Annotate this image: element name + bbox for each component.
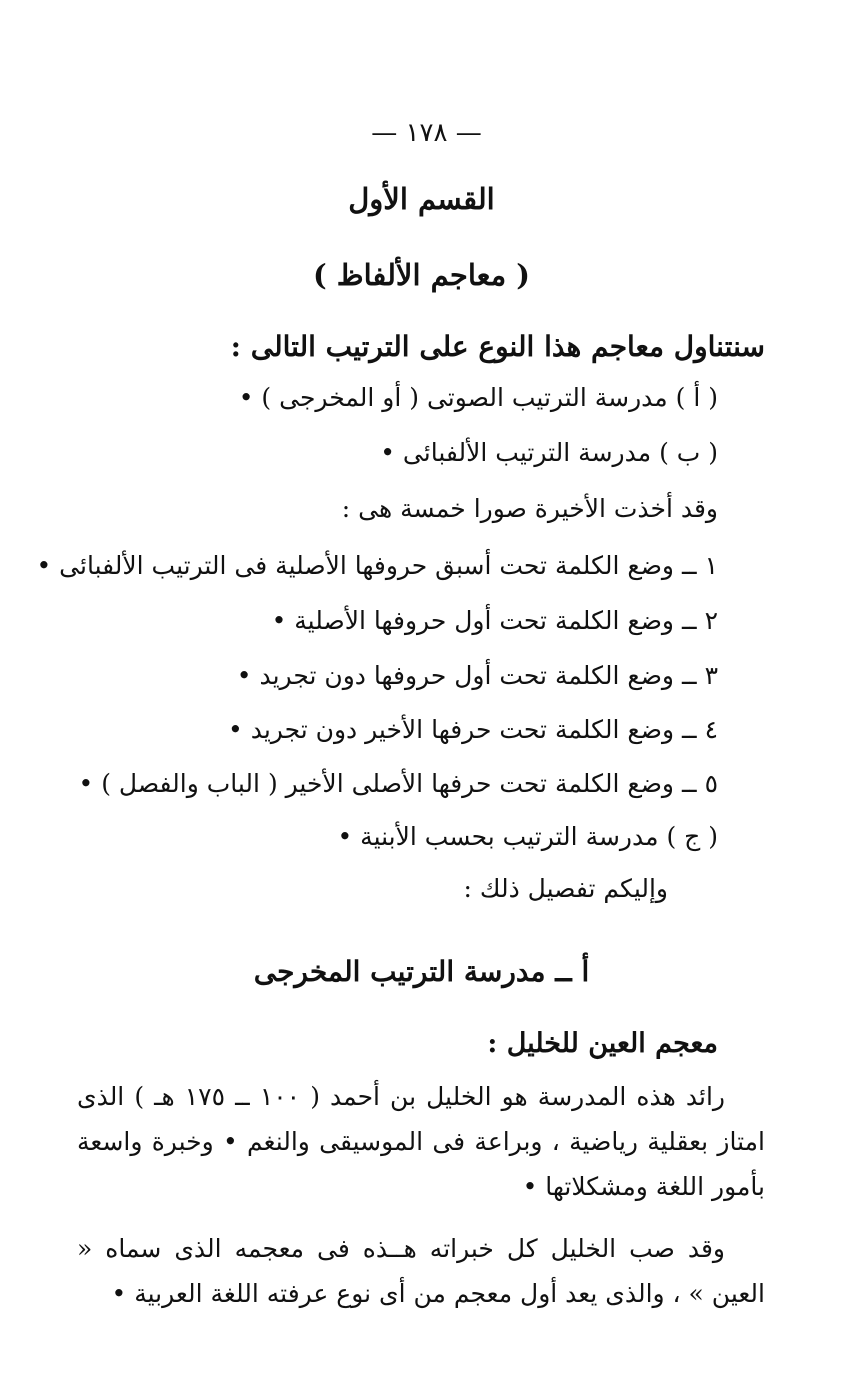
page-number: — ١٧٨ — bbox=[371, 118, 482, 148]
school-b: ( ب ) مدرسة الترتيب الألفبائى • bbox=[380, 438, 718, 467]
form-item-5: ٥ ــ وضع الكلمة تحت حرفها الأصلى الأخير ( الباب والفصل ) • bbox=[78, 769, 718, 798]
form-item-1: ١ ــ وضع الكلمة تحت أسبق حروفها الأصلية فى الترتيب الألفبائى • bbox=[36, 551, 718, 580]
section-title: القسم الأول bbox=[348, 182, 495, 216]
paragraph-2: وقد صب الخليل كل خبراته هــذه فى معجمه الذى سماه « العين » ، والذى يعد أول معجم من أى نوع عرفته اللغة العربية • bbox=[77, 1234, 765, 1308]
form-item-2: ٢ ــ وضع الكلمة تحت أول حروفها الأصلية • bbox=[271, 606, 718, 635]
intro-line: سنتناول معاجم هذا النوع على الترتيب التالى : bbox=[230, 330, 765, 363]
paragraph-1: رائد هذه المدرسة هو الخليل بن أحمد ( ١٠٠ ــ ١٧٥ هـ ) الذى امتاز بعقلية رياضية ، وبراعة فى الموسيقى والنغم • وخبرة واسعة بأمور اللغة ومشكلاتها • bbox=[77, 1082, 765, 1201]
forms-intro: وقد أخذت الأخيرة صورا خمسة هى : bbox=[341, 494, 718, 523]
form-item-3: ٣ ــ وضع الكلمة تحت أول حروفها دون تجريد • bbox=[236, 661, 718, 690]
subsection-title: ( معاجم الألفاظ ) bbox=[312, 258, 531, 292]
school-heading: أ ــ مدرسة الترتيب المخرجى bbox=[253, 955, 590, 988]
details-intro: وإليكم تفصيل ذلك : bbox=[463, 874, 668, 903]
school-a: ( أ ) مدرسة الترتيب الصوتى ( أو المخرجى ) • bbox=[238, 383, 718, 412]
school-c: ( ج ) مدرسة الترتيب بحسب الأبنية • bbox=[337, 822, 718, 851]
form-item-4: ٤ ــ وضع الكلمة تحت حرفها الأخير دون تجريد • bbox=[228, 715, 718, 744]
lexicon-heading: معجم العين للخليل : bbox=[487, 1028, 718, 1059]
